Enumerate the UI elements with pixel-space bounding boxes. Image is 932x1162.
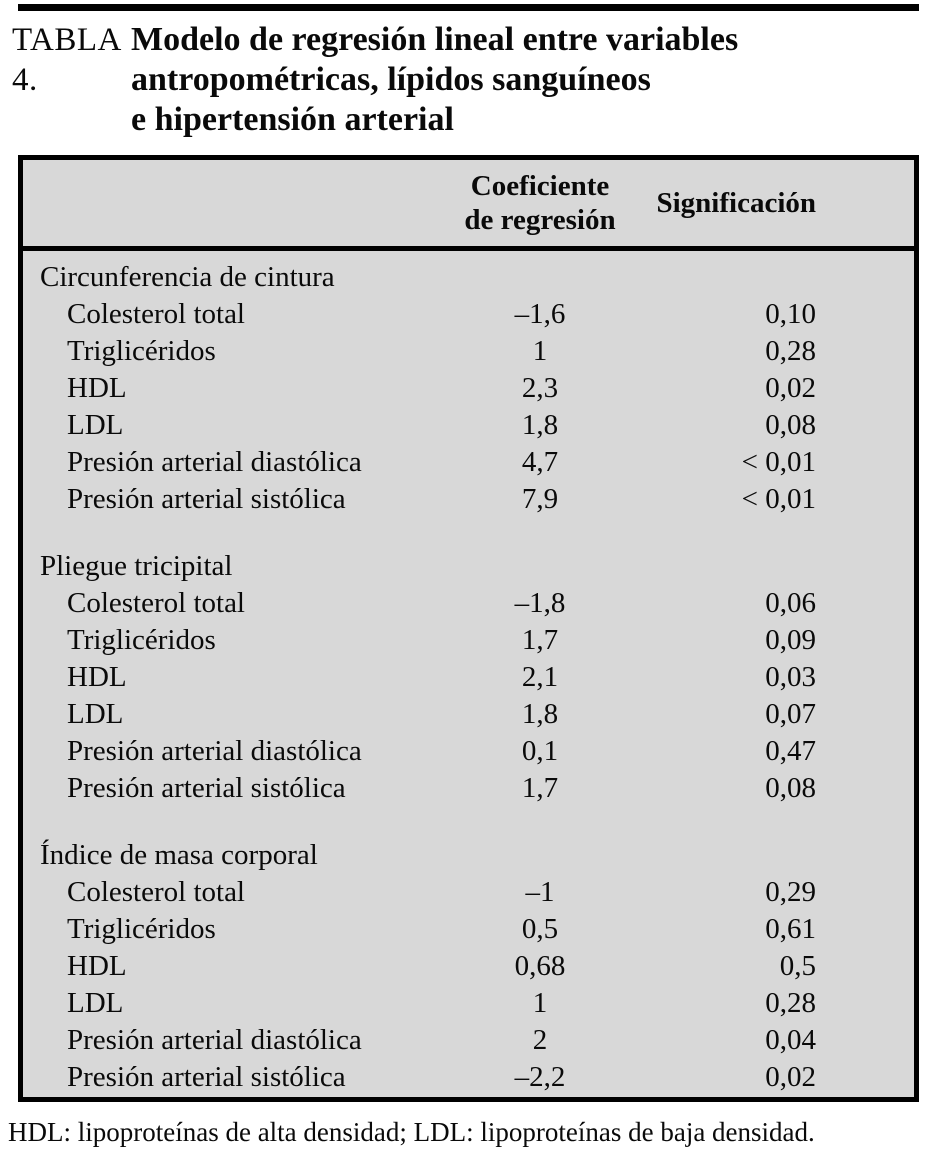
table-row xyxy=(23,333,914,370)
significance-value: 0,61 xyxy=(765,913,816,945)
coefficient-value: 7,9 xyxy=(521,483,559,515)
significance-value: 0,28 xyxy=(765,335,816,367)
header-coefficient-cell xyxy=(435,169,645,237)
significance-value: 0,02 xyxy=(765,372,816,404)
table-row xyxy=(23,444,914,481)
table-row xyxy=(23,481,914,518)
section-header-row xyxy=(23,259,914,296)
table-row xyxy=(23,622,914,659)
significance-value: 0,5 xyxy=(779,950,816,982)
significance-value: 0,08 xyxy=(765,409,816,441)
table-body xyxy=(23,251,914,1096)
coefficient-value: –1,6 xyxy=(514,298,566,330)
row-label: Presión arterial sistólica xyxy=(67,483,346,515)
table-footnote: HDL: lipoproteínas de alta densidad; LDL: lipoproteínas de baja densidad. xyxy=(8,1117,815,1147)
table-row xyxy=(23,1059,914,1096)
table-row xyxy=(23,733,914,770)
row-label: LDL xyxy=(67,698,124,730)
row-label: HDL xyxy=(67,661,127,693)
table-title-line-3: e hipertensión arterial xyxy=(131,101,454,138)
row-label: HDL xyxy=(67,950,127,982)
table-title xyxy=(131,20,738,140)
significance-value: 0,06 xyxy=(765,587,816,619)
coefficient-value: 1 xyxy=(532,987,548,1019)
row-label: Presión arterial sistólica xyxy=(67,1061,346,1093)
coefficient-value: 2,3 xyxy=(521,372,559,404)
header-coefficient-line-1: Coeficiente xyxy=(470,170,610,202)
table-row xyxy=(23,407,914,444)
table-heading xyxy=(12,20,924,140)
table-row xyxy=(23,911,914,948)
coefficient-value: 0,68 xyxy=(514,950,566,982)
row-label: Triglicéridos xyxy=(67,913,216,945)
row-label: Colesterol total xyxy=(67,876,245,908)
table-row xyxy=(23,696,914,733)
row-label: Triglicéridos xyxy=(67,624,216,656)
significance-value: 0,02 xyxy=(765,1061,816,1093)
significance-value: 0,28 xyxy=(765,987,816,1019)
table-row xyxy=(23,585,914,622)
coefficient-value: 1,7 xyxy=(521,624,559,656)
significance-value: 0,03 xyxy=(765,661,816,693)
significance-value: 0,07 xyxy=(765,698,816,730)
table-title-line-2: antropométricas, lípidos sanguíneos xyxy=(131,61,651,98)
row-label: HDL xyxy=(67,372,127,404)
row-label: Triglicéridos xyxy=(67,335,216,367)
coefficient-value: 1,7 xyxy=(521,772,559,804)
significance-value: < 0,01 xyxy=(741,483,816,515)
section-header-row xyxy=(23,548,914,585)
coefficient-value: 4,7 xyxy=(521,446,559,478)
row-label: Colesterol total xyxy=(67,587,245,619)
top-rule xyxy=(18,4,919,11)
section-title: Pliegue tricipital xyxy=(40,550,233,582)
data-table xyxy=(18,155,919,1102)
row-label: Presión arterial sistólica xyxy=(67,772,346,804)
table-row xyxy=(23,985,914,1022)
significance-value: 0,09 xyxy=(765,624,816,656)
coefficient-value: 1 xyxy=(532,335,548,367)
significance-value: 0,08 xyxy=(765,772,816,804)
row-label: LDL xyxy=(67,987,124,1019)
table-row xyxy=(23,370,914,407)
section-header-row xyxy=(23,837,914,874)
row-label: Presión arterial diastólica xyxy=(67,446,362,478)
significance-value: 0,04 xyxy=(765,1024,816,1056)
coefficient-value: 1,8 xyxy=(521,698,559,730)
row-label: LDL xyxy=(67,409,124,441)
table-row xyxy=(23,874,914,911)
header-significance-cell: Significación xyxy=(656,186,816,219)
header-coefficient-line-2: de regresión xyxy=(464,204,616,236)
row-label: Presión arterial diastólica xyxy=(67,735,362,767)
significance-value: 0,10 xyxy=(765,298,816,330)
coefficient-value: 0,1 xyxy=(521,735,559,767)
coefficient-value: 0,5 xyxy=(521,913,559,945)
significance-value: 0,47 xyxy=(765,735,816,767)
row-label: Colesterol total xyxy=(67,298,245,330)
table-title-line-1: Modelo de regresión lineal entre variables xyxy=(131,21,739,58)
section-gap xyxy=(23,807,914,837)
table-header-row xyxy=(23,160,914,251)
coefficient-value: 2,1 xyxy=(521,661,559,693)
table-row xyxy=(23,659,914,696)
coefficient-value: –1 xyxy=(525,876,555,908)
table-row xyxy=(23,770,914,807)
table-row xyxy=(23,296,914,333)
significance-value: 0,29 xyxy=(765,876,816,908)
coefficient-value: –1,8 xyxy=(514,587,566,619)
coefficient-value: 1,8 xyxy=(521,409,559,441)
section-title: Circunferencia de cintura xyxy=(40,261,335,293)
section-gap xyxy=(23,518,914,548)
section-title: Índice de masa corporal xyxy=(40,839,318,871)
table-row xyxy=(23,1022,914,1059)
table-row xyxy=(23,948,914,985)
table-number-label: TABLA 4. xyxy=(12,22,121,98)
coefficient-value: 2 xyxy=(532,1024,548,1056)
significance-value: < 0,01 xyxy=(741,446,816,478)
row-label: Presión arterial diastólica xyxy=(67,1024,362,1056)
coefficient-value: –2,2 xyxy=(514,1061,566,1093)
